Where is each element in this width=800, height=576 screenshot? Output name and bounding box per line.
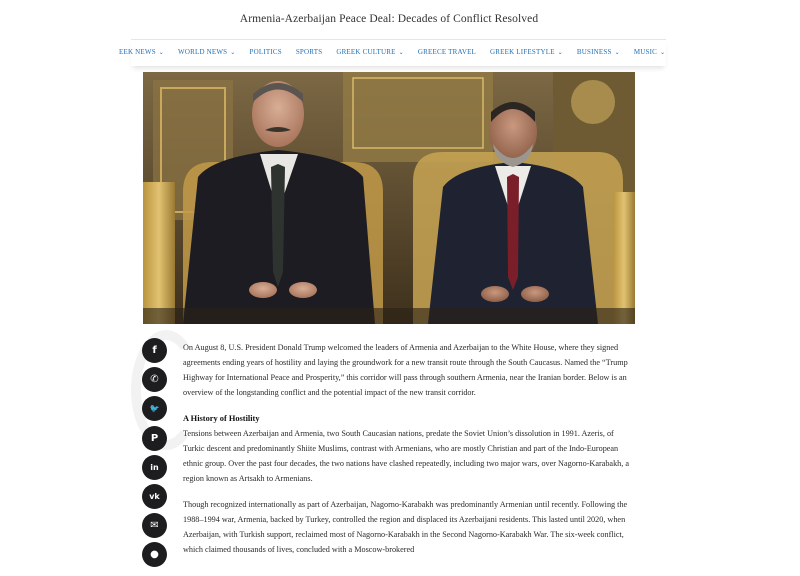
- article-paragraph-history: Tensions between Azerbaijan and Armenia, two South Caucasian nations, predate the Soviet Union’s dissolution in 1991. Azeris, of Turkic descent and predominantly Shiite Muslims, contrast with Armenians, who are mostly Christian and part of the Indo-European ethnic group. Over the past four decades, the two nations have clashed repeatedly, including two major wars, over Nagorno-Karabakh, a region known as Artsakh to Armenians.: [183, 429, 629, 483]
- chevron-down-icon: ⌄: [660, 49, 666, 56]
- nav-item-greece-travel[interactable]: [418, 48, 476, 56]
- nav-item-music[interactable]: [634, 48, 665, 56]
- nav-item-label: GREEK LIFESTYLE: [490, 48, 555, 56]
- chevron-down-icon: ⌄: [230, 49, 236, 56]
- nav-item-label: POLITICS: [249, 48, 282, 56]
- twitter-share-button[interactable]: [142, 396, 167, 421]
- article-paragraph-intro: On August 8, U.S. President Donald Trump welcomed the leaders of Armenia and Azerbaijan to the White House, where they signed agreements ending years of hostility and laying the groundwork for a new transit route through the South Caucasus. Named the “Trump Highway for International Peace and Prosperity,” this corridor will pass through southern Armenia, near the Iranian border. Below is an overview of the longstanding conflict and the potential impact of the new transit corridor.: [183, 343, 628, 397]
- nav-item-label: BUSINESS: [576, 48, 612, 56]
- chevron-down-icon: ⌄: [557, 49, 563, 56]
- nav-item-world-news[interactable]: [178, 48, 235, 56]
- facebook-icon: f: [152, 345, 157, 356]
- hero-photo-illustration: [143, 72, 635, 324]
- twitter-icon: 🐦: [149, 404, 160, 414]
- vk-icon: vk: [149, 491, 160, 501]
- nav-item-label: WORLD NEWS: [178, 48, 228, 56]
- chevron-down-icon: ⌄: [158, 49, 165, 56]
- reddit-icon: ●: [150, 549, 159, 561]
- nav-item-label: SPORTS: [295, 48, 323, 56]
- nav-item-politics[interactable]: [250, 48, 282, 56]
- main-navigation: [119, 39, 666, 66]
- nav-item-sports[interactable]: [296, 48, 322, 56]
- nav-items: [119, 48, 679, 56]
- article-body: [183, 340, 635, 568]
- whatsapp-icon: ✆: [150, 374, 159, 386]
- nav-item-label: GREECE TRAVEL: [417, 48, 477, 56]
- email-icon: ✉: [150, 520, 159, 532]
- article-paragraph-karabakh: Though recognized internationally as part of Azerbaijan, Nagorno-Karabakh was predominantly Armenian until recently. Following the 1988–1994 war, Armenia, backed by Turkey, controlled the region and displaced its Azerbaijani residents. This lasted until 2020, when Azerbaijan, with Turkish support, reclaimed most of Nagorno-Karabakh in the Second Nagorno-Karabakh War. The six-week conflict, which claimed thousands of lives, concluded with a Moscow-brokered: [183, 500, 628, 554]
- pinterest-icon: P: [150, 432, 159, 444]
- nav-item-greek-culture[interactable]: [336, 48, 404, 56]
- pinterest-share-button[interactable]: [142, 426, 167, 451]
- chevron-down-icon: ⌄: [614, 49, 620, 56]
- section-heading-history: A History of Hostility: [183, 414, 260, 423]
- nav-item-label: MUSIC: [633, 48, 657, 56]
- linkedin-share-button[interactable]: [142, 455, 167, 480]
- nav-item-business[interactable]: [577, 48, 620, 56]
- linkedin-icon: in: [150, 462, 159, 472]
- social-share-rail: [142, 338, 168, 572]
- whatsapp-share-button[interactable]: [142, 367, 167, 392]
- chevron-down-icon: ⌄: [398, 49, 404, 56]
- reddit-share-button[interactable]: [142, 542, 167, 567]
- nav-item-greek-lifestyle[interactable]: [490, 48, 563, 56]
- vk-share-button[interactable]: [142, 484, 167, 509]
- nav-item-eek-news[interactable]: [119, 48, 164, 56]
- facebook-share-button[interactable]: [142, 338, 167, 363]
- hero-image: [143, 72, 635, 324]
- nav-item-label: GREEK CULTURE: [336, 48, 396, 56]
- email-share-button[interactable]: [142, 513, 167, 538]
- page-title: Armenia-Azerbaijan Peace Deal: Decades of Conflict Resolved: [239, 13, 539, 25]
- nav-item-label: EEK NEWS: [119, 48, 156, 56]
